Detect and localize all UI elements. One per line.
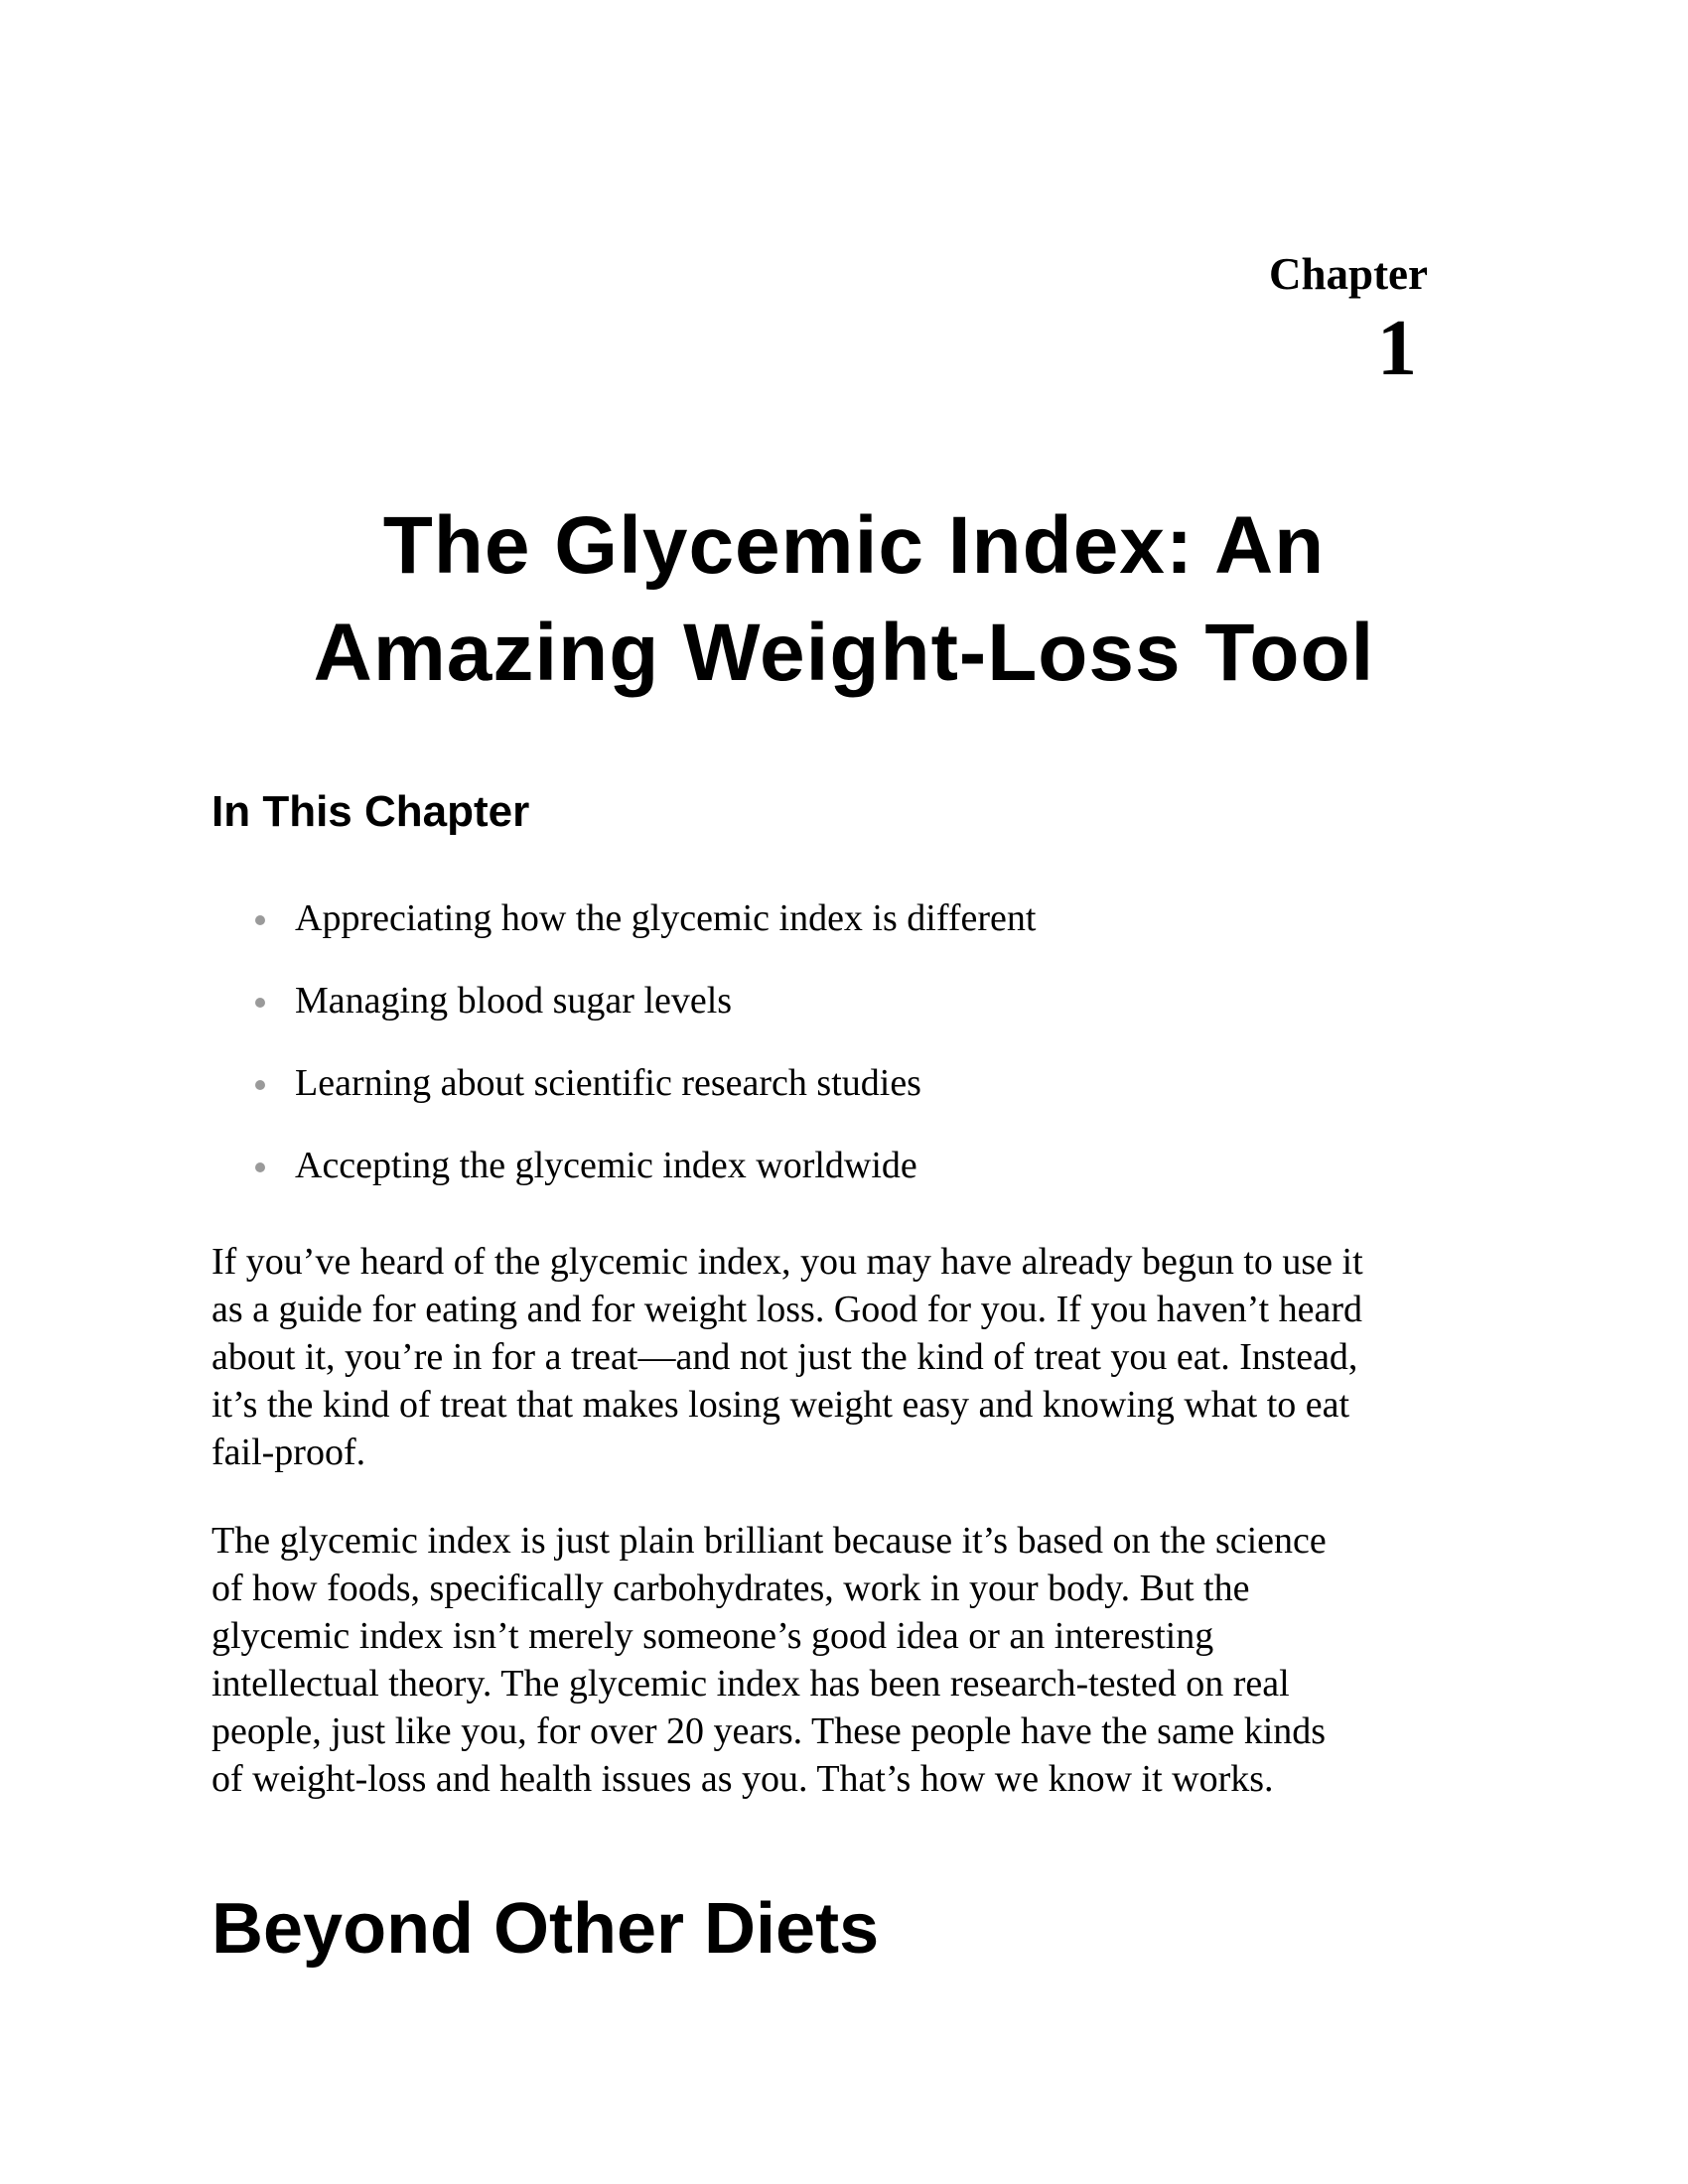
paragraph-line: If you’ve heard of the glycemic index, you may have already begun to use it — [211, 1241, 1363, 1283]
bullet-icon — [255, 1162, 265, 1172]
in-this-chapter-heading: In This Chapter — [211, 787, 530, 836]
section-heading: Beyond Other Diets — [211, 1889, 880, 1969]
paragraph-line: about it, you’re in for a treat—and not just the kind of treat you eat. Instead, — [211, 1336, 1358, 1378]
list-item-text: Accepting the glycemic index worldwide — [295, 1145, 917, 1186]
chapter-title — [0, 492, 1688, 707]
chapter-word: Chapter — [1269, 249, 1428, 299]
paragraph-line: people, just like you, for over 20 years. These people have the same kinds — [211, 1710, 1327, 1752]
paragraph-line: intellectual theory. The glycemic index has been research-tested on real — [211, 1663, 1290, 1705]
paragraph-line: The glycemic index is just plain brilliant because it’s based on the science — [211, 1520, 1327, 1562]
paragraph-line: fail-proof. — [211, 1432, 366, 1473]
intro-paragraph-1 — [211, 1238, 1502, 1476]
list-item — [211, 971, 1036, 1053]
bullet-icon — [255, 998, 265, 1008]
bullet-icon — [255, 1080, 265, 1090]
list-item — [211, 888, 1036, 971]
list-item — [211, 1136, 1036, 1218]
chapter-title-line-1: The Glycemic Index: An — [382, 500, 1326, 591]
chapter-number: 1 — [1377, 305, 1417, 392]
chapter-label-block — [1269, 244, 1428, 393]
bullet-icon — [255, 915, 265, 925]
list-item — [211, 1053, 1036, 1136]
paragraph-line: as a guide for eating and for weight loss. Good for you. If you haven’t heard — [211, 1289, 1363, 1330]
chapter-topics-list — [211, 888, 1036, 1218]
list-item-text: Learning about scientific research studies — [295, 1062, 921, 1104]
intro-paragraph-2 — [211, 1517, 1502, 1803]
chapter-title-line-2: Amazing Weight-Loss Tool — [313, 608, 1375, 698]
paragraph-line: of how foods, specifically carbohydrates, work in your body. But the — [211, 1568, 1250, 1609]
paragraph-line: it’s the kind of treat that makes losing weight easy and knowing what to eat — [211, 1384, 1350, 1426]
paragraph-line: glycemic index isn’t merely someone’s good idea or an interesting — [211, 1615, 1214, 1657]
list-item-text: Managing blood sugar levels — [295, 980, 733, 1022]
list-item-text: Appreciating how the glycemic index is different — [295, 897, 1037, 939]
paragraph-line: of weight-loss and health issues as you. That’s how we know it works. — [211, 1758, 1274, 1800]
